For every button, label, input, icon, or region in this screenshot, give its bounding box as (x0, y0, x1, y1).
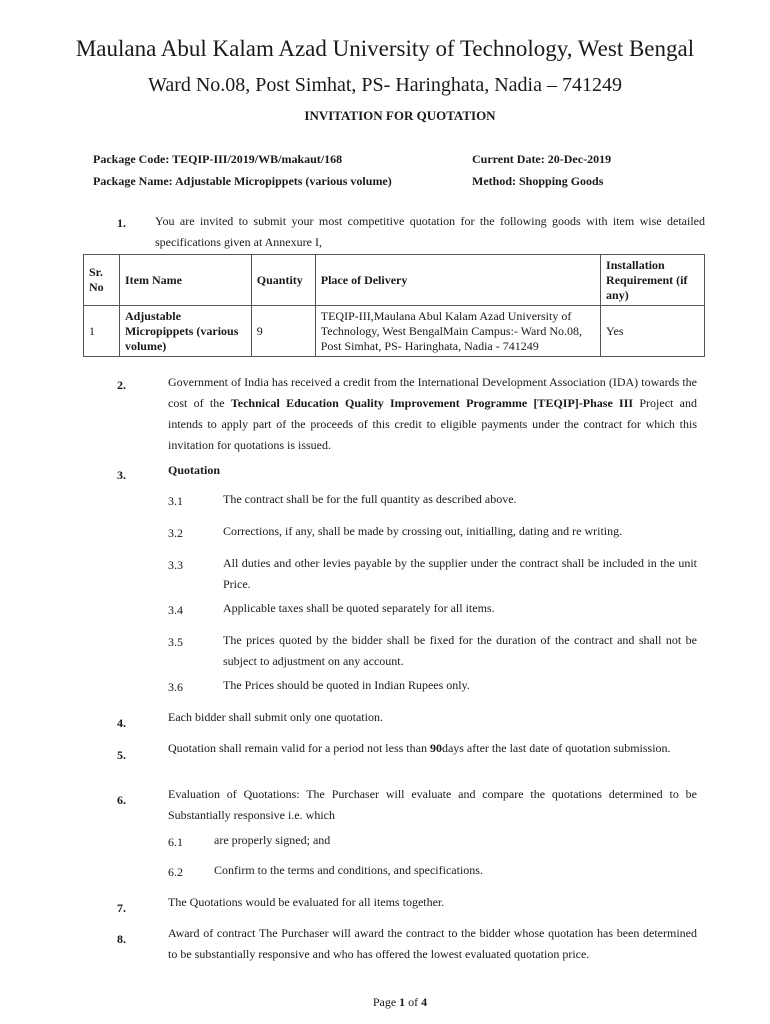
cell-quantity: 9 (251, 306, 315, 357)
section-number: 5. (117, 748, 126, 762)
section-3-heading: Quotation (168, 463, 221, 477)
subsection-text: All duties and other levies payable by the supplier under the contract shall be included in the unit Price. (223, 556, 697, 591)
subsection-text: Applicable taxes shall be quoted separately for all items. (223, 601, 495, 615)
subsection-number: 6.1 (168, 835, 183, 849)
section-5-text (168, 738, 697, 759)
subsection-number: 3.5 (168, 635, 183, 649)
section-6-text: Evaluation of Quotations: The Purchaser will evaluate and compare the quotations determined to be Substantially responsive i.e. which (168, 787, 697, 822)
cell-sr-no: 1 (84, 306, 120, 357)
cell-installation: Yes (601, 306, 705, 357)
subsection-number: 3.1 (168, 494, 183, 508)
subsection-text: The prices quoted by the bidder shall be fixed for the duration of the contract and shall not be subject to adjustment on any account. (223, 633, 697, 668)
subsection-text: are properly signed; and (214, 833, 331, 847)
subsection-text: The contract shall be for the full quantity as described above. (223, 492, 517, 506)
section-2-text-b: Project and intends to apply part of the proceeds of this credit to eligible payments under the contract for which this invitation for quotations is issued. (168, 396, 697, 452)
subsection-text: The Prices should be quoted in Indian Rupees only. (223, 678, 470, 692)
section-5-text-bold: 90 (429, 741, 442, 755)
section-number: 8. (117, 932, 126, 946)
section-7-text: The Quotations would be evaluated for all items together. (168, 895, 445, 909)
package-code: Package Code: TEQIP-III/2019/WB/makaut/168 (93, 152, 343, 166)
current-date: Current Date: 20-Dec-2019 (472, 152, 612, 166)
section-number: 2. (117, 378, 126, 392)
page-of-label: of (405, 995, 422, 1009)
section-2-text (168, 372, 697, 456)
section-5-text-a: Quotation shall remain valid for a period not less than (168, 741, 430, 755)
section-8-text: Award of contract The Purchaser will award the contract to the bidder whose quotation has been determined to be substantially responsive and who has offered the lowest evaluated quotation price. (168, 926, 697, 961)
section-5-text-b: days after the last date of quotation submission. (441, 741, 671, 755)
university-name: Maulana Abul Kalam Azad University of Technology, West Bengal (75, 36, 695, 61)
section-number: 4. (117, 716, 126, 730)
section-number: 1. (117, 216, 126, 230)
section-number: 6. (117, 793, 126, 807)
subsection-text: Confirm to the terms and conditions, and specifications. (214, 863, 483, 877)
subsection-number: 3.3 (168, 558, 183, 572)
header-installation-requirement: Installation Requirement (if any) (601, 255, 705, 306)
subsection-number: 6.2 (168, 865, 183, 879)
page-total: 4 (421, 995, 428, 1009)
section-4-text: Each bidder shall submit only one quotation. (168, 710, 383, 724)
section-number: 3. (117, 468, 126, 482)
page-label: Page (372, 995, 400, 1009)
items-table (83, 254, 705, 357)
section-1-text: You are invited to submit your most competitive quotation for the following goods with item wise detailed specifications given at Annexure I, (155, 214, 705, 249)
header-sr-no: Sr. No (84, 255, 120, 306)
section-2-text-a: Government of India has received a credit from the International Development Association (IDA) towards the cost of the (168, 375, 697, 410)
document-title: INVITATION FOR QUOTATION (304, 108, 496, 123)
subsection-number: 3.2 (168, 526, 183, 540)
page-current: 1 (399, 995, 406, 1009)
package-name: Package Name: Adjustable Micropippets (various volume) (93, 174, 392, 188)
procurement-method: Method: Shopping Goods (472, 174, 604, 188)
section-number: 7. (117, 901, 126, 915)
table-row (84, 306, 705, 357)
cell-item-name: Adjustable Micropippets (various volume) (119, 306, 251, 357)
section-2-text-bold: Technical Education Quality Improvement Programme [TEQIP]-Phase III (230, 396, 634, 410)
cell-place-of-delivery: TEQIP-III,Maulana Abul Kalam Azad University of Technology, West BengalMain Campus:- Ward No.08, Post Simhat, PS- Haringhata, Nadia - 741249 (315, 306, 600, 357)
subsection-number: 3.6 (168, 680, 183, 694)
header-item-name: Item Name (119, 255, 251, 306)
page-indicator (0, 995, 770, 1010)
header-quantity: Quantity (251, 255, 315, 306)
table-header-row (84, 255, 705, 306)
subsection-number: 3.4 (168, 603, 183, 617)
header-place-of-delivery: Place of Delivery (315, 255, 600, 306)
university-address: Ward No.08, Post Simhat, PS- Haringhata, Nadia – 741249 (148, 74, 622, 96)
subsection-text: Corrections, if any, shall be made by crossing out, initialling, dating and re writing. (223, 524, 623, 538)
